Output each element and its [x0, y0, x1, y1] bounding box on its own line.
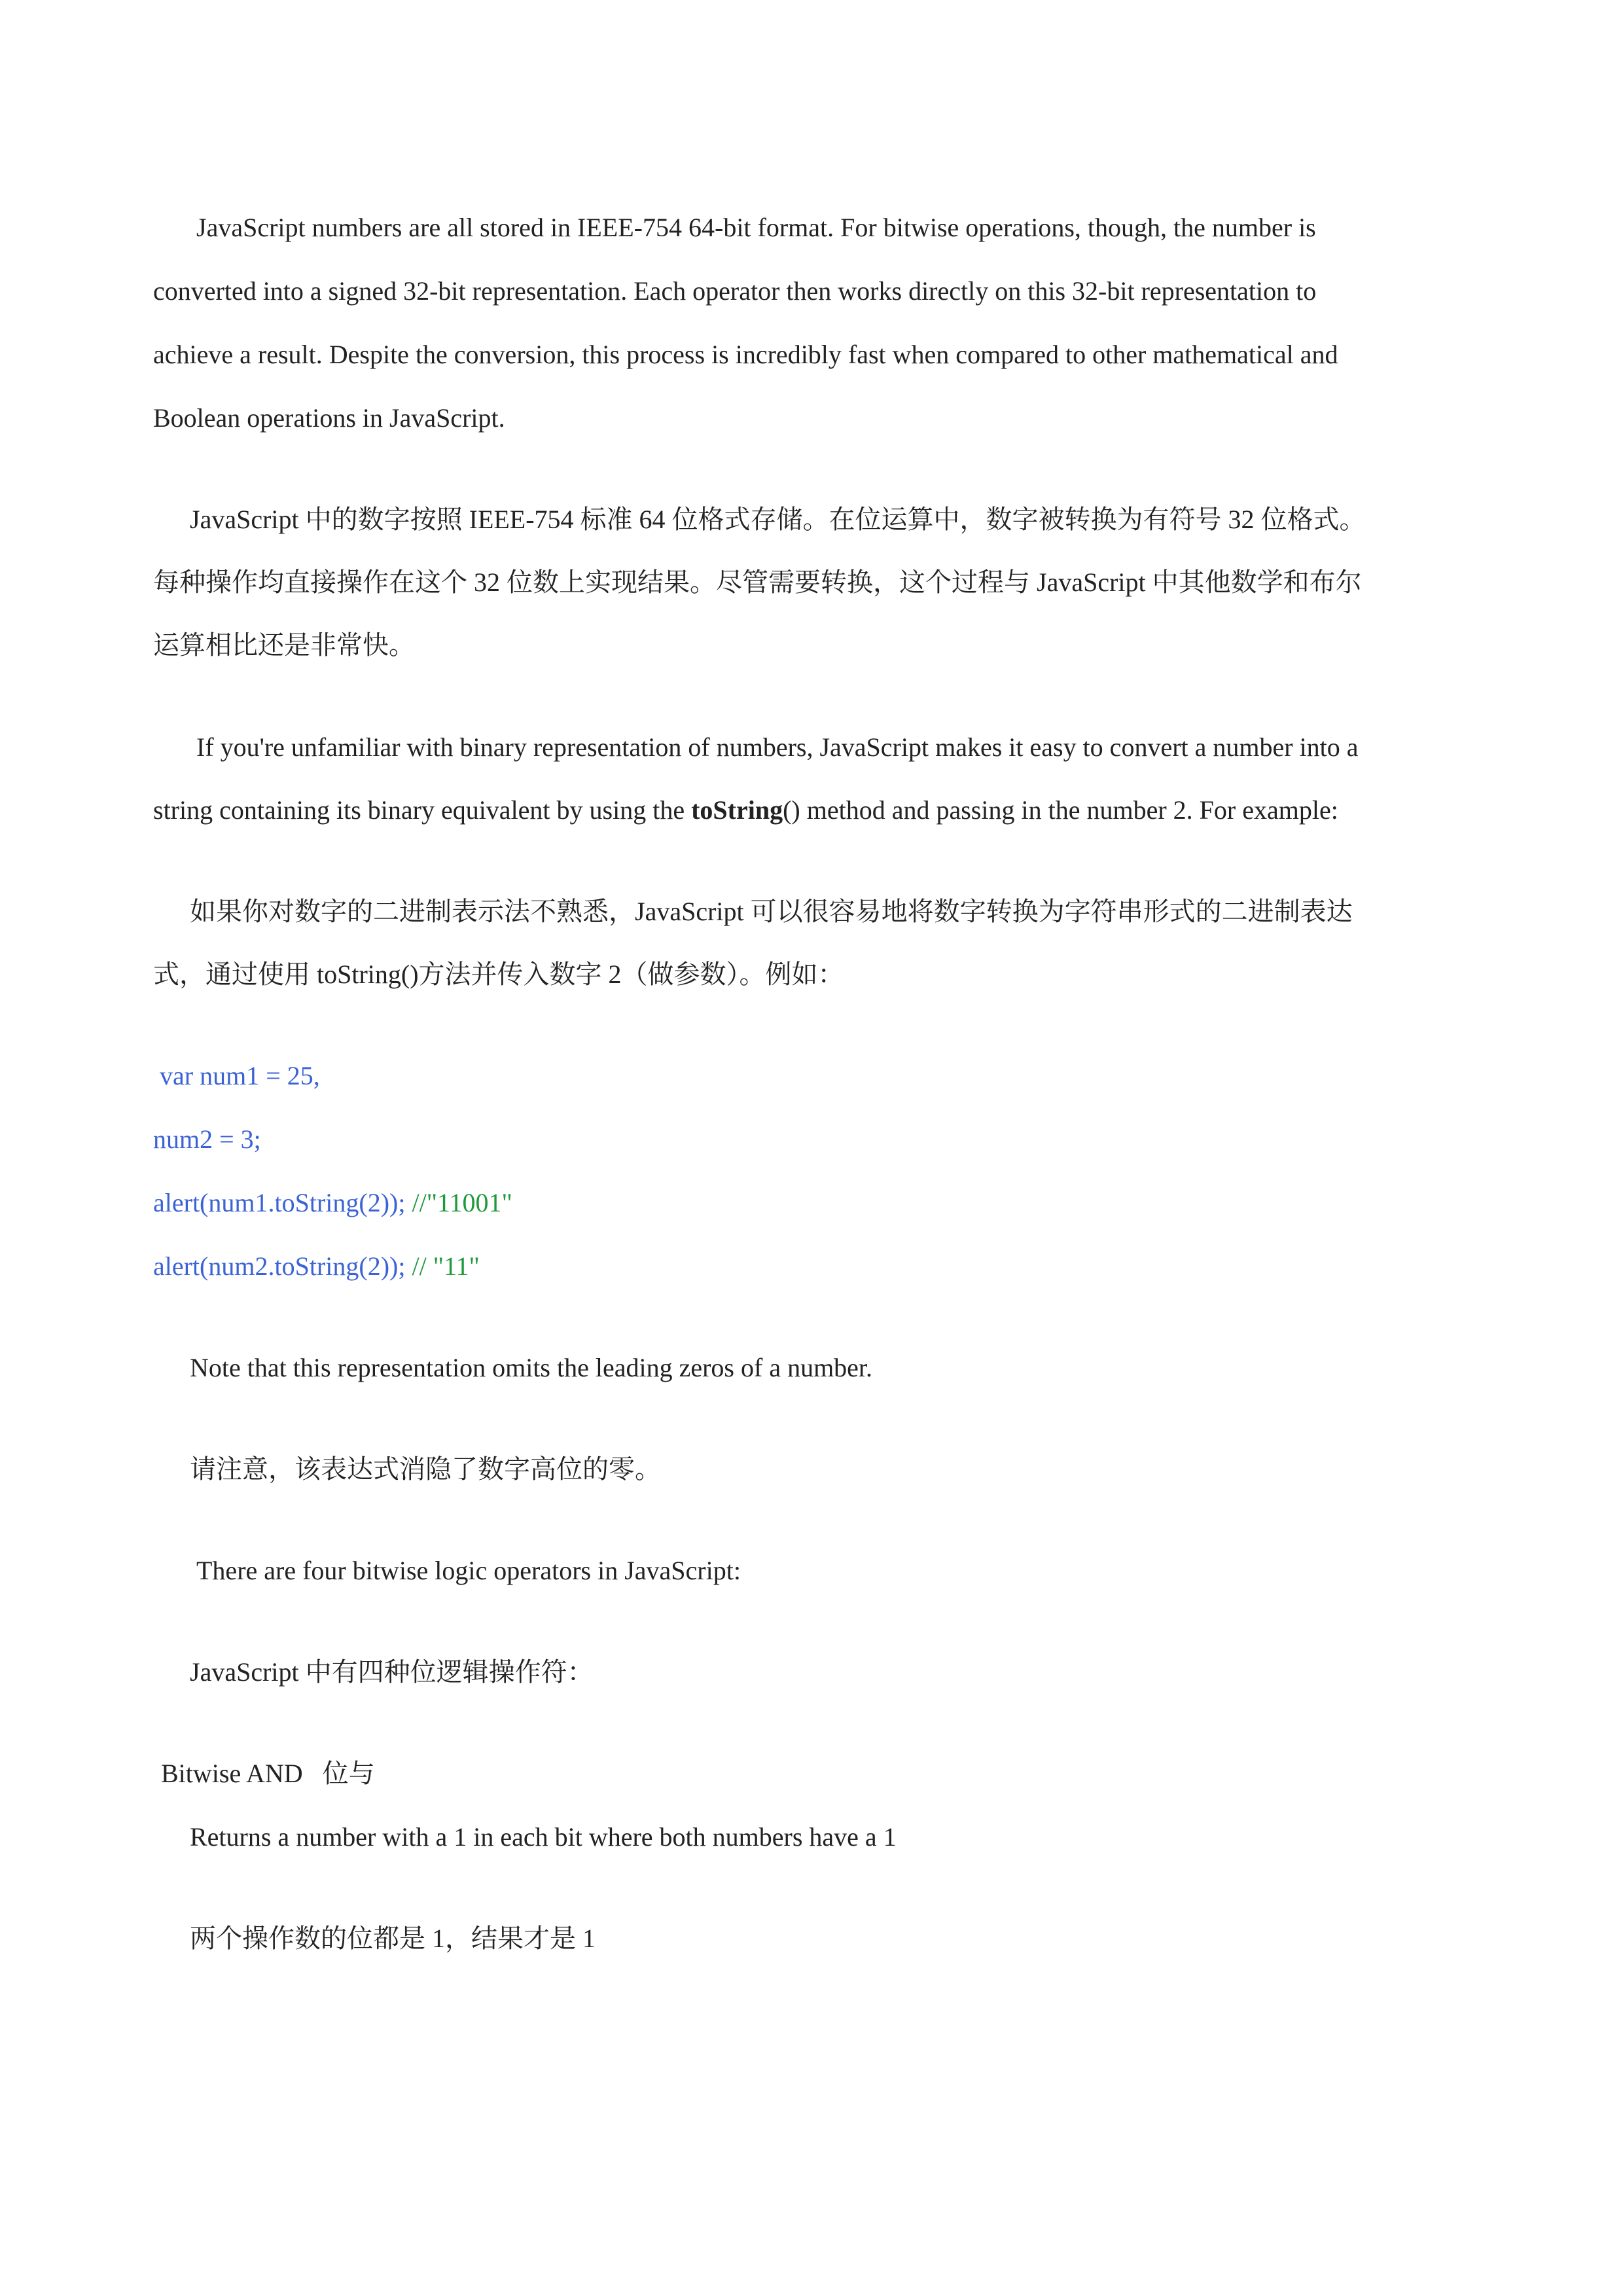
- paragraph-2-line-3: 运算相比还是非常快。: [153, 630, 415, 660]
- code-line-4: [153, 1251, 480, 1282]
- tostring-method-name: toString: [691, 795, 783, 825]
- paragraph-6: 请注意，该表达式消隐了数字高位的零。: [190, 1454, 661, 1484]
- paragraph-3-text-before: string containing its binary equivalent by using the: [153, 795, 692, 825]
- code-line-3: [153, 1187, 512, 1219]
- paragraph-3-line-2: [153, 795, 1338, 826]
- paragraph-2-line-1: JavaScript 中的数字按照 IEEE-754 标准 64 位格式存储。在位运算中，数字被转换为有符号 32 位格式。: [190, 505, 1366, 534]
- paragraph-7: There are four bitwise logic operators in JavaScript:: [196, 1556, 741, 1585]
- code-line-4-code: alert(num2.toString(2));: [153, 1251, 412, 1281]
- paragraph-1-line-3: achieve a result. Despite the conversion, this process is incredibly fast when compared to other mathematical and: [153, 340, 1338, 369]
- paragraph-8: JavaScript 中有四种位逻辑操作符：: [190, 1657, 594, 1687]
- paragraph-10: 两个操作数的位都是 1，结果才是 1: [190, 1924, 596, 1953]
- paragraph-4-line-2: 式，通过使用 toString()方法并传入数字 2（做参数）。例如：: [153, 960, 844, 989]
- paragraph-1-line-1: JavaScript numbers are all stored in IEEE-754 64-bit format. For bitwise operations, though, the number is: [196, 213, 1316, 242]
- paragraph-2-line-2: 每种操作均直接操作在这个 32 位数上实现结果。尽管需要转换，这个过程与 JavaScript 中其他数学和布尔: [153, 567, 1362, 597]
- code-line-3-comment: //"11001": [412, 1188, 512, 1217]
- paragraph-3-text-after: () method and passing in the number 2. For example:: [783, 795, 1338, 825]
- paragraph-5: Note that this representation omits the leading zeros of a number.: [190, 1353, 873, 1382]
- paragraph-1-line-4: Boolean operations in JavaScript.: [153, 403, 505, 433]
- code-line-4-comment: // "11": [412, 1251, 480, 1281]
- section-heading-bitwise-and: Bitwise AND 位与: [161, 1759, 375, 1788]
- code-line-2: num2 = 3;: [153, 1124, 261, 1154]
- paragraph-9: Returns a number with a 1 in each bit where both numbers have a 1: [190, 1822, 897, 1852]
- paragraph-1-line-2: converted into a signed 32-bit representation. Each operator then works directly on this 32-bit representation to: [153, 276, 1317, 306]
- paragraph-3-line-1: If you're unfamiliar with binary representation of numbers, JavaScript makes it easy to convert a number into a: [196, 732, 1359, 762]
- paragraph-4-line-1: 如果你对数字的二进制表示法不熟悉，JavaScript 可以很容易地将数字转换为字符串形式的二进制表达: [190, 897, 1353, 926]
- code-line-1: var num1 = 25,: [160, 1061, 320, 1090]
- code-line-3-code: alert(num1.toString(2));: [153, 1188, 412, 1217]
